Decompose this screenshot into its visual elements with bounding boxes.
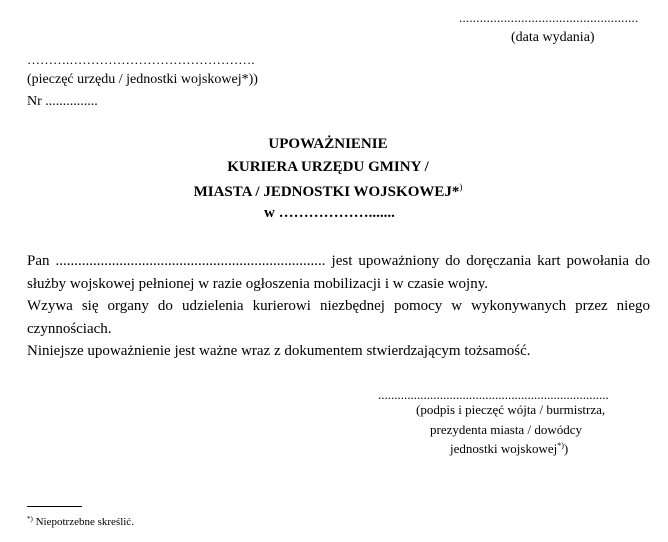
document-title: UPOWAŻNIENIE (268, 136, 388, 152)
signature-placeholder: ....................................................................... (378, 387, 609, 402)
title-line-3 (0, 182, 662, 201)
seal-placeholder: ……….……………………………………. (27, 52, 255, 67)
footnote-text: Niepotrzebne skreślić. (35, 516, 134, 528)
signature-caption-line-3-text: jednostki wojskowej (450, 441, 558, 456)
paragraph-1-text: jest upoważniony do doręczania kart powołania do służby wojskowej pełnionej w razie ogłoszenia mobilizacji i w czasie wojny. (27, 253, 651, 292)
date-placeholder: .................................................... (459, 10, 639, 25)
pan-label: Pan (27, 253, 50, 269)
title-footnote-mark: ) (459, 182, 463, 192)
paragraph-2: Wzywa się organy do udzielenia kurierowi niezbędnej pomocy w wykonywanych przez niego czynnościach. (27, 298, 650, 337)
signature-footnote-mark: *) (557, 441, 564, 450)
document-number: Nr ............... (27, 94, 98, 109)
paragraph-3: Niniejsze upoważnienie jest ważne wraz z dokumentem stwierdzającym tożsamość. (27, 343, 531, 359)
signature-caption-suffix: ) (563, 441, 569, 456)
signature-caption-line-1: (podpis i pieczęć wójta / burmistrza, (416, 402, 606, 417)
seal-label-suffix: ) (253, 72, 258, 87)
paragraph-1 (27, 250, 650, 295)
signature-caption-line-3 (450, 441, 568, 457)
seal-label (27, 72, 258, 88)
date-label: (data wydania) (511, 30, 595, 45)
title-line-3-text: MIASTA / JEDNOSTKI WOJSKOWEJ* (193, 184, 460, 200)
signature-caption-line-2: prezydenta miasta / dowódcy (430, 422, 582, 437)
authorization-body (27, 250, 650, 363)
footnote-divider (27, 506, 82, 507)
name-placeholder: ........................................................................ (55, 253, 326, 269)
footnote (27, 515, 134, 528)
footnote-mark: *) (27, 515, 33, 523)
title-location: w ………………....... (264, 205, 395, 221)
title-line-2: KURIERA URZĘDU GMINY / (227, 159, 429, 175)
seal-label-text: (pieczęć urzędu / jednostki wojskowej*) (27, 72, 254, 87)
